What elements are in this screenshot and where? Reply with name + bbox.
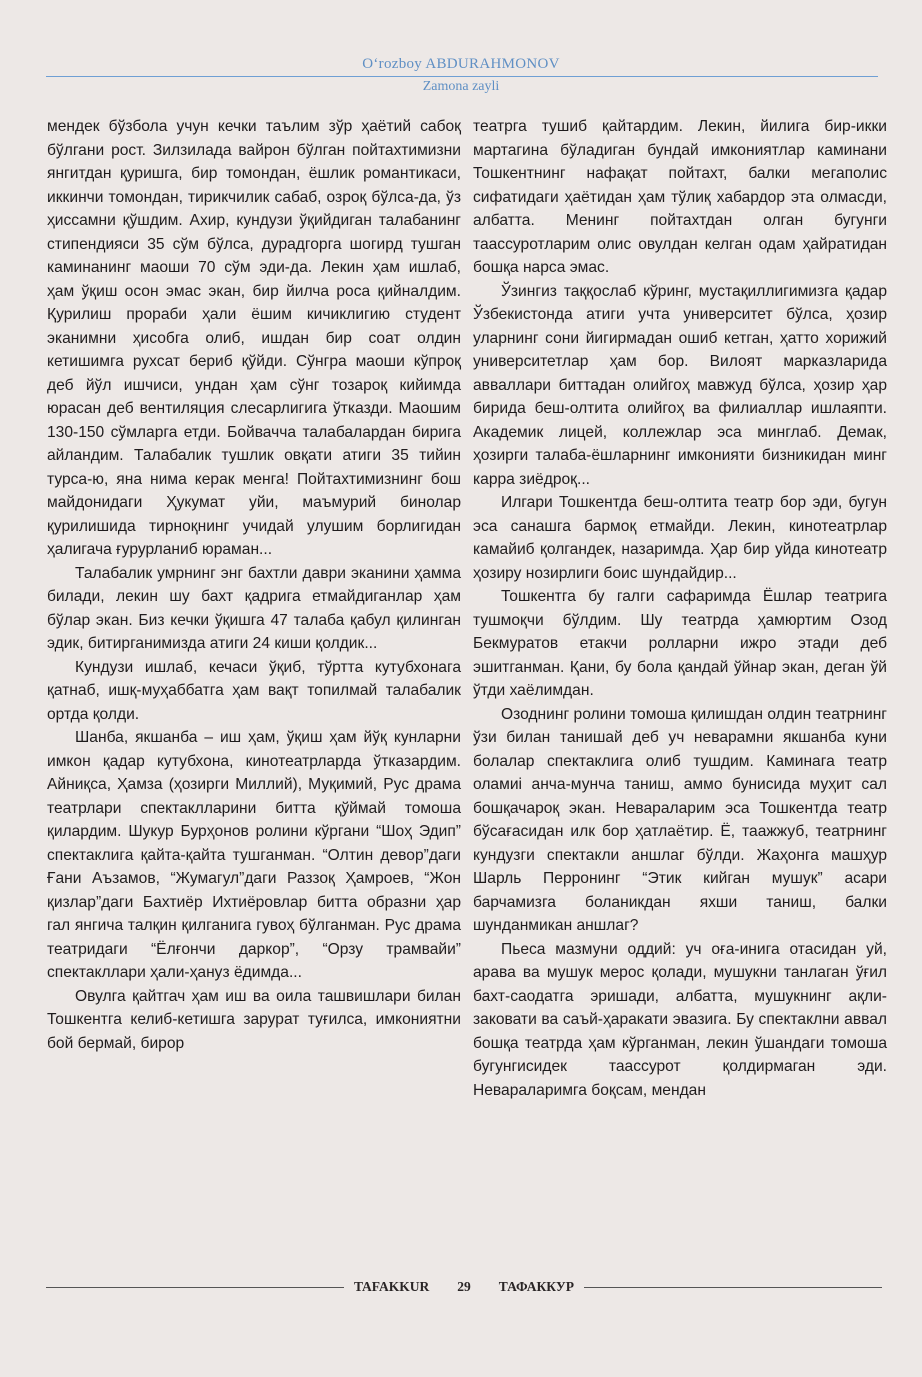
paragraph: Ўзингиз таққослаб кўринг, мустақиллигимизга қадар Ўзбекистонда атиги учта университет бўлса, ҳозир уларнинг сони йигирмадан ошиб кетган, ҳатто хорижий университетлар ҳам бор. Вилоят марказларида авваллари биттадан олийгоҳ мавжуд бўлса, ҳозир ҳар бирида беш-олтита олийгоҳ ва филиаллар ишлаяпти. Академик лицей, коллежлар эса минглаб. Демак, ҳозирги талаба-ёшларнинг имконияти бизникидан минг карра зиёдроқ... [473,282,887,488]
footer-journal-cyrillic: ТАФАККУР [498,1279,574,1294]
paragraph: Овулга қайтгач ҳам иш ва оила ташвишлари билан Тошкентга келиб-кетишга зарурат туғилса, имкониятни бой бермай, бирор [47,987,461,1052]
footer-rule-right [584,1287,882,1288]
paragraph: Талабалик умрнинг энг бахтли даври эканини ҳамма билади, лекин шу бахт қадрига етмайдиганлар ҳам бўлар экан. Биз кечки ўқишга 47 талаба қабул қилинган эдик, битирганимизда атиги 24 киши қолдик... [47,564,461,652]
paragraph: Пьеса мазмуни оддий: уч оға-инига отасидан уй, арава ва мушук мерос қолади, мушукни танлаган ўғил бахт-саодатга эришади, албатта, мушукнинг ақли-заковати ва саъй-ҳаракати эвазига. Бу спектаклни аввал бошқа театрда ҳам кўрганман, лекин ўшандаги томоша бугунгисидек таассурот қолдирмаган эди. Невараларимга боқсам, мендан [473,940,887,1099]
page-footer [46,1279,882,1295]
footer-journal-latin: TAFAKKUR [354,1279,430,1294]
page-number: 29 [457,1279,471,1294]
header-author: O‘rozboy ABDURAHMONOV [362,56,560,72]
right-column [473,115,887,1102]
paragraph: Озоднинг ролини томоша қилишдан олдин театрнинг ўзи билан танишай деб уч неварамни якшанба куни болалар спектаклига олиб тушдим. Каминага театр оламиi анча-мунча таниш, аммо бунисида муҳит сал бошқачароқ экан. Невараларим эса Тошкентда театр бўсағасидан илк бор ҳатлаётир. Ё, таажжуб, театрнинг кундузги спектакли аншлаг бўлди. Жаҳонга машҳур Шарль Перронинг “Этик кийган мушук” асари барчамизга боланикдан яхши таниш, балки шунданмикан аншлаг? [473,705,887,934]
header-title: Zamona zayli [422,79,500,94]
paragraph: мендек бўзбола учун кечки таълим зўр ҳаётий сабоқ бўлгани рост. Зилзилада вайрон бўлган пойтахтимизни янгитдан қуришга, бир томондан, ёшлик романтикаси, иккинчи томондан, тирикчилик сабаб, озроқ бўлса-да, ўз ҳиссамни қўшдим. Ахир, кундузи ўқийдиган талабанинг стипендияси 35 сўм бўлса, дурадгорга шогирд тушган каминанинг маоши 70 сўм эди-да. Лекин ҳам ишлаб, ҳам ўқиш осон эмас экан, бир йилча роса қийналдим. Қурилиш прораби ҳали ёшим кичиклигию студент эканимни ҳисобга олиб, ишдан бир соат олдин кетишимга рухсат бериб қўйди. Сўнгра маоши кўпроқ деб йўл ишчиси, ундан ҳам сўнг тозароқ кийимда юрасан деб вентиляция слесарлигига ўтказди. Маошим 130-150 сўмларга етди. Бойвачча талабалардан бирига айландим. Талабалик тушлик овқати атиги 35 тийин турса-ю, яна нима керак менга! Пойтахтимизнинг бош майдонидаги Ҳукумат уйи, маъмурий бинолар қурилишида тирноқнинг учидай улушим борлигидан ҳалигача ғурурланиб юраман... [47,118,461,558]
footer-rule-left [46,1287,344,1288]
paragraph: Тошкентга бу галги сафаримда Ёшлар театрига тушмоқчи бўлдим. Шу театрда ҳамюртим Озод Бекмуратов етакчи ролларни ижро этади деб эшитганман. Қани, бу бола қандай ўйнар экан, деган ўй ўтди хаёлимдан. [473,588,887,699]
paragraph: Илгари Тошкентда беш-олтита театр бор эди, бугун эса санашга бармоқ етмайди. Лекин, кинотеатрлар камайиб қолгандек, назаримда. Ҳар бир уйда кинотеатр ҳозиру нозирлиги боис шундайдир... [473,494,887,582]
paragraph: Кундузи ишлаб, кечаси ўқиб, тўртта кутубхонага қатнаб, ишқ-муҳаббатга ҳам вақт топилмай талабалик ортда қолди. [47,658,461,723]
header-divider [46,76,878,77]
left-column [47,115,461,1055]
paragraph: театрга тушиб қайтардим. Лекин, йилига бир-икки мартагина бўладиган бундай имкониятлар каминани Тошкентнинг нафақат пойтахт, балки мегаполис сифатидаги ҳаётидан ҳам тўлиқ хабардор эта олмасди, албатта. Менинг пойтахтдан олган бугунги таассуротларим олис овулдан келган одам ҳайратидан бошқа нарса эмас. [473,118,887,276]
paragraph: Шанба, якшанба – иш ҳам, ўқиш ҳам йўқ кунларни имкон қадар кутубхона, кинотеатрларда ўтказардим. Айниқса, Ҳамза (ҳозирги Миллий), Муқимий, Рус драма театрлари спектаклларини битта қўймай томоша қилардим. Шукур Бурҳонов ролини кўргани “Шоҳ Эдип” спектаклига қайта-қайта тушганман. “Олтин девор”даги Ғани Аъзамов, “Жумагул”даги Раззоқ Ҳамроев, “Жон қизлар”даги Бахтиёр Ихтиёровлар битта образни ҳар гал янгича талқин қилганига гувоҳ бўлганман. Рус драма театридаги “Ёлғончи даркор”, “Орзу трамвайи” спектакллари ҳали-ҳануз ёдимда... [47,729,461,981]
